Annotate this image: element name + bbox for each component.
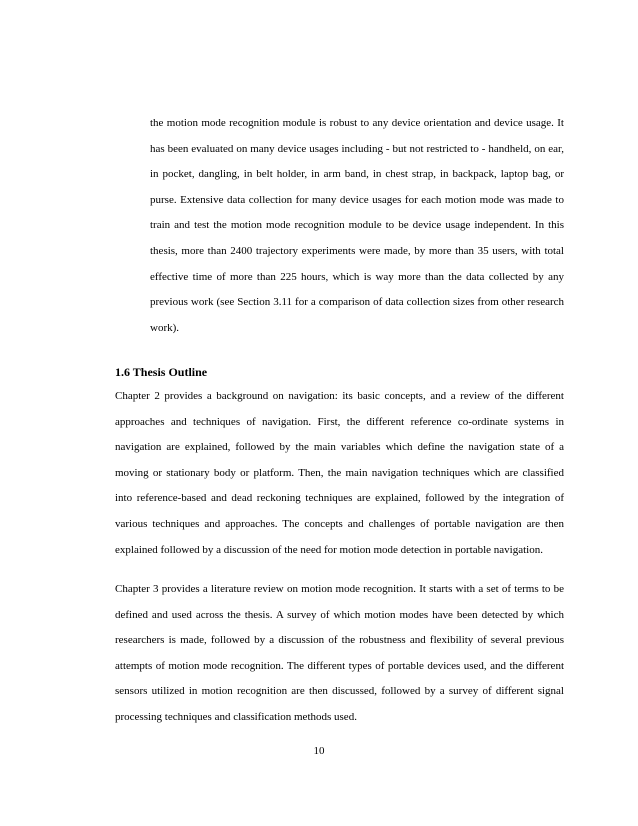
section-heading: 1.6 Thesis Outline xyxy=(115,365,208,379)
continued-paragraph-text: the motion mode recognition module is robust to any device orientation and device usage. It has been evaluated on many device usages including - but not restricted to - handheld, on ear, in pocket, dangling, in belt holder, in arm band, in chest strap, in backpack, laptop bag, or purse. Extensive data collection for many device usages for each motion mode was made to train and test the motion mode recognition module to be device usage independent. In this thesis, more than 2400 trajectory experiments were made, by more than 35 users, with total effective time of more than 225 hours, which is way more than the data collected by any previous work (see Section 3.11 for a comparison of data collection sizes from other research work). xyxy=(150,117,564,334)
outline-paragraph-chapter-3 xyxy=(115,577,564,731)
outline-paragraph-chapter-2 xyxy=(115,384,564,563)
outline-paragraph-text: Chapter 2 provides a background on navigation: its basic concepts, and a review of the different approaches and techniques of navigation. First, the different reference co-ordinate systems in navigation are explained, followed by the main variables which define the navigation state of a moving or stationary body or platform. Then, the main navigation techniques which are classified into reference-based and dead reckoning techniques are explained, followed by the integration of various techniques and approaches. The concepts and challenges of portable navigation are then explained followed by a discussion of the need for motion mode detection in portable navigation. xyxy=(115,390,564,556)
outline-paragraph-text: Chapter 3 provides a literature review on motion mode recognition. It starts with a set of terms to be defined and used across the thesis. A survey of which motion modes have been detected by which researchers is made, followed by a discussion of the robustness and flexibility of several previous attempts of motion mode recognition. The different types of portable devices used, and the different sensors utilized in motion recognition are then discussed, followed by a survey of different signal processing techniques and classification methods used. xyxy=(115,583,564,723)
page-number: 10 xyxy=(313,745,325,757)
continued-paragraph xyxy=(150,111,564,341)
